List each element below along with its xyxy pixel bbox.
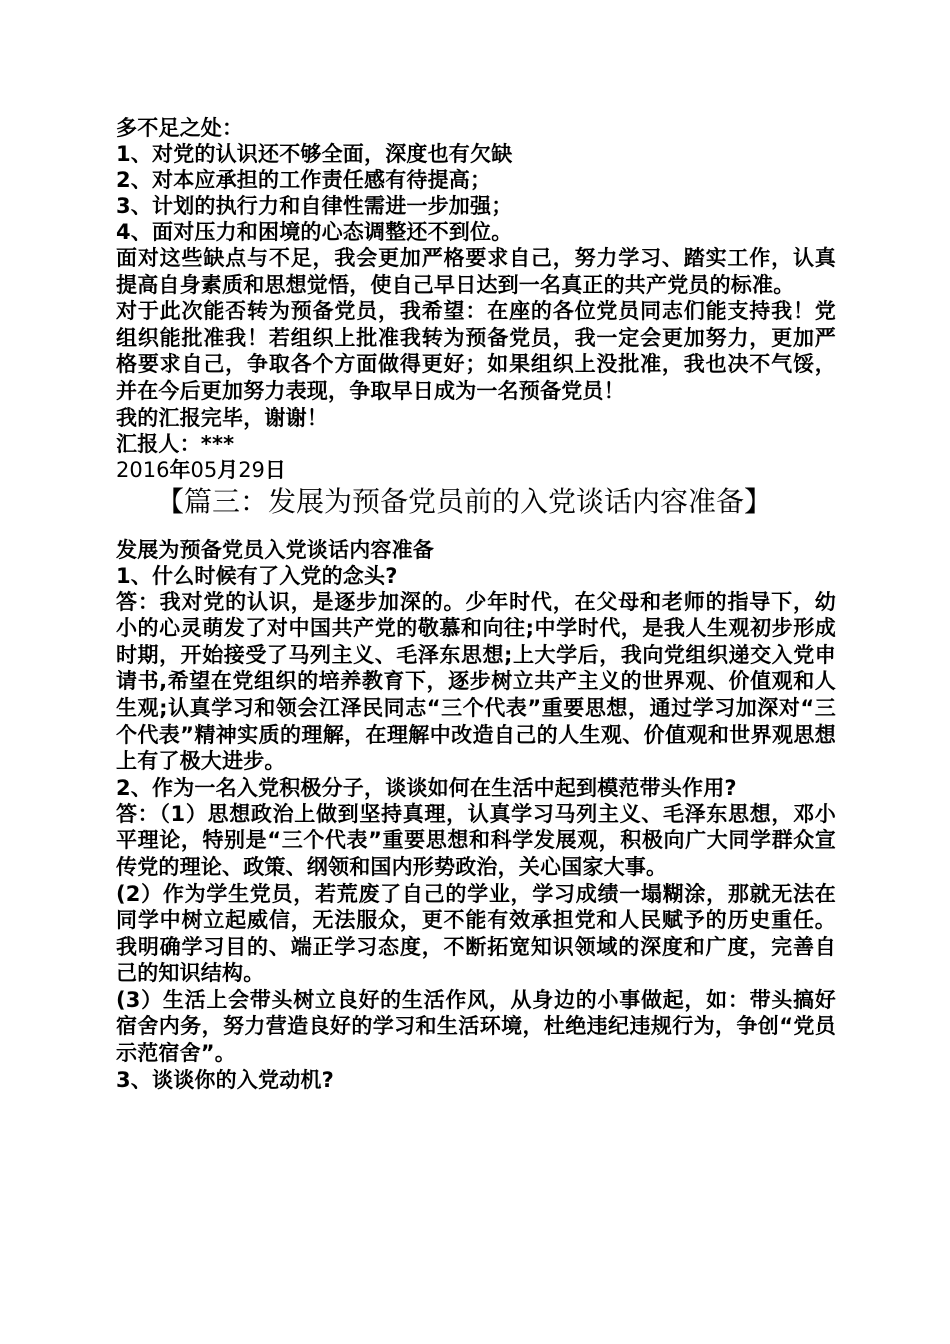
question-2: 2、作为一名入党积极分子，谈谈如何在生活中起到模范带头作用?: [116, 775, 737, 800]
date-month-char: 月: [217, 457, 239, 482]
answer-1: 答：我对党的认识，是逐步加深的。少年时代，在父母和老师的指导下，幼小的心灵萌发了对中国共产党的敬慕和向往;中学时代，是我人生观初步形成时期，开始接受了马列主义、毛泽东思想;上大学后，我向党组织递交入党申请书,希望在党组织的培养教育下，逐步树立共产主义的世界观、价值观和人生观;认真学习和领会江泽民同志“三个代表”重要思想，通过学习加深对“三个代表”精神实质的理解，在理解中改造自己的人生观、价值观和世界观思想上有了极大进步。: [116, 589, 836, 774]
document-page: [116, 115, 836, 1093]
question-1: 1、什么时候有了入党的念头?: [116, 563, 398, 588]
date-year-char: 年: [169, 457, 191, 482]
text-line: 多不足之处：: [116, 116, 244, 140]
answer-2-part-2: (2）作为学生党员，若荒废了自己的学业，学习成绩一塌糊涂，那就无法在同学中树立起威信，无法服众，更不能有效承担党和人民赋予的历史重任。我明确学习目的、端正学习态度，不断拓宽知识领域的深度和广度，完善自己的知识结构。: [116, 881, 836, 986]
shortcoming-item-2: 2、对本应承担的工作责任感有待提高；: [116, 168, 492, 192]
closing-line: 我的汇报完毕，谢谢！: [116, 405, 328, 430]
section-title: 【篇三：发展为预备党员前的入党谈话内容准备】: [156, 484, 773, 518]
date-day: 29: [238, 457, 265, 482]
shortcoming-item-1: 1、对党的认识还不够全面，深度也有欠缺: [116, 142, 513, 166]
date-day-char: 日: [264, 457, 286, 482]
report-date: [116, 457, 836, 483]
answer-2-part-3: (3）生活上会带头树立良好的生活作风，从身边的小事做起，如：带头搞好宿舍内务，努力营造良好的学习和生活环境，杜绝违纪违规行为，争创“党员示范宿舍”。: [116, 987, 836, 1066]
shortcoming-item-4: 4、面对压力和困境的心态调整还不到位。: [116, 220, 513, 244]
subtitle: 发展为预备党员入党谈话内容准备: [116, 537, 434, 562]
paragraph-improvement: 面对这些缺点与不足，我会更加严格要求自己，努力学习、踏实工作，认真提高自身素质和思想觉悟，使自己早日达到一名真正的共产党员的标准。: [116, 246, 836, 297]
shortcoming-item-3: 3、计划的执行力和自律性需进一步加强；: [116, 194, 513, 218]
reporter-line: 汇报人：***: [116, 431, 235, 456]
answer-2-part-1: 答：（1）思想政治上做到坚持真理，认真学习马列主义、毛泽东思想，邓小平理论，特别是“三个代表”重要思想和科学发展观，积极向广大同学群众宣传党的理论、政策、纲领和国内形势政治，关心国家大事。: [116, 801, 836, 879]
date-month: 05: [190, 457, 218, 482]
paragraph-hope: 对于此次能否转为预备党员，我希望：在座的各位党员同志们能支持我！党组织能批准我！若组织上批准我转为预备党员，我一定会更加努力，更加严格要求自己，争取各个方面做得更好；如果组织上没批准，我也决不气馁，并在今后更加努力表现，争取早日成为一名预备党员！: [116, 299, 836, 403]
question-3: 3、谈谈你的入党动机?: [116, 1067, 334, 1092]
date-year: 2016: [116, 457, 170, 482]
